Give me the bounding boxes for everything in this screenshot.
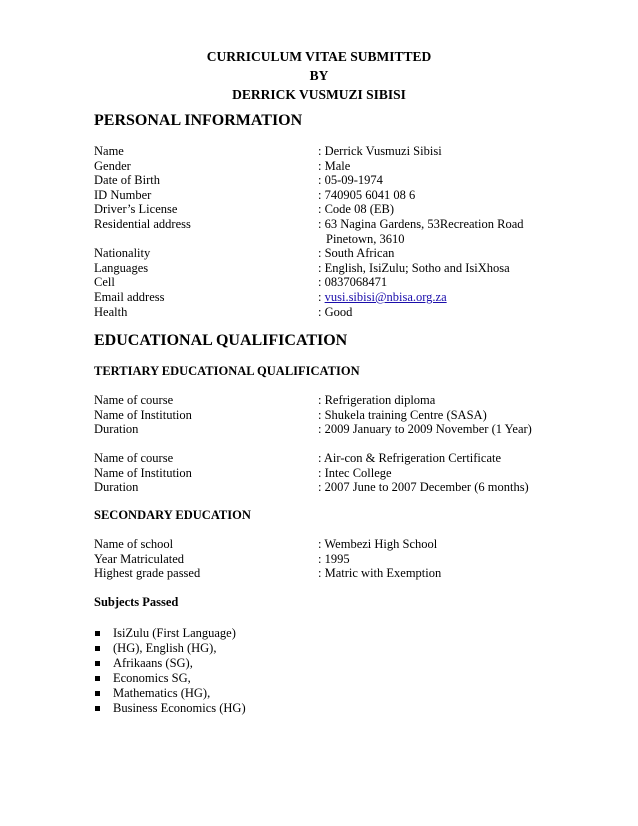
info-row-residential-address (94, 217, 554, 232)
info-row-name (94, 144, 554, 159)
info-label: Driver’s License (94, 202, 178, 217)
email-prefix: : (318, 289, 325, 304)
course-row (94, 466, 554, 481)
info-value: : Derrick Vusmuzi Sibisi (318, 144, 442, 158)
info-row-nationality (94, 246, 554, 261)
square-bullet-icon (95, 631, 100, 636)
info-value: : English, IsiZulu; Sotho and IsiXhosa (318, 260, 510, 275)
course-label: Duration (94, 422, 139, 437)
info-label: Name (94, 144, 124, 158)
info-row-cell (94, 275, 554, 290)
subjects-passed-heading: Subjects Passed (94, 595, 179, 609)
info-value: : South African (318, 246, 395, 261)
course-value: : Refrigeration diploma (318, 393, 436, 407)
info-row-drivers-license (94, 202, 554, 217)
secondary-label: Name of school (94, 537, 174, 551)
info-row-date-of-birth (94, 173, 554, 188)
info-value (318, 290, 447, 305)
square-bullet-icon (95, 661, 100, 666)
info-row-address-continuation (94, 232, 554, 247)
course-row (94, 393, 554, 408)
secondary-row (94, 537, 554, 552)
subjects-list (94, 626, 394, 716)
square-bullet-icon (95, 676, 100, 681)
course-label: Name of course (94, 393, 174, 407)
secondary-value: : Matric with Exemption (318, 566, 442, 581)
personal-information-heading: PERSONAL INFORMATION (94, 112, 303, 129)
list-item (94, 701, 394, 716)
info-row-languages (94, 261, 554, 276)
title-line-2: BY (309, 68, 329, 83)
course-row (94, 408, 554, 423)
info-value: Pinetown, 3610 (326, 231, 405, 246)
list-item (94, 641, 394, 656)
subject-text: (HG), English (HG), (113, 641, 217, 655)
info-label: Gender (94, 158, 131, 173)
list-item (94, 671, 394, 686)
secondary-label: Year Matriculated (94, 551, 185, 566)
educational-qualification-heading: EDUCATIONAL QUALIFICATION (94, 332, 348, 349)
tertiary-course-2 (94, 451, 554, 495)
info-row-gender (94, 159, 554, 174)
list-item (94, 686, 394, 701)
info-label: Date of Birth (94, 173, 160, 188)
square-bullet-icon (95, 646, 100, 651)
subject-text: IsiZulu (First Language) (113, 626, 236, 640)
info-label: ID Number (94, 187, 152, 202)
info-value: : Code 08 (EB) (318, 202, 395, 217)
course-label: Duration (94, 480, 139, 495)
course-value: : Shukela training Centre (SASA) (318, 407, 487, 422)
info-value: : 63 Nagina Gardens, 53Recreation Road (318, 216, 524, 231)
info-row-email (94, 290, 554, 305)
subject-text: Business Economics (HG) (113, 701, 246, 715)
list-item (94, 626, 394, 641)
list-item (94, 656, 394, 671)
course-value: : Air-con & Refrigeration Certificate (318, 451, 502, 465)
info-label: Languages (94, 260, 149, 275)
info-value: : 0837068471 (318, 275, 388, 290)
course-row (94, 422, 554, 437)
tertiary-heading: TERTIARY EDUCATIONAL QUALIFICATION (94, 364, 360, 378)
secondary-label: Highest grade passed (94, 566, 201, 581)
course-row (94, 480, 554, 495)
info-value: : Male (318, 158, 351, 173)
secondary-education-heading: SECONDARY EDUCATION (94, 508, 251, 522)
secondary-education-rows (94, 537, 554, 581)
cv-title (0, 47, 638, 104)
info-label: Health (94, 304, 128, 319)
info-row-health (94, 305, 554, 320)
course-value: : 2009 January to 2009 November (1 Year) (318, 422, 532, 437)
secondary-value: : 1995 (318, 551, 350, 566)
subject-text: Economics SG, (113, 671, 191, 685)
title-line-1: CURRICULUM VITAE SUBMITTED (206, 49, 432, 64)
course-row (94, 451, 554, 466)
personal-information-rows (94, 144, 554, 319)
subject-text: Afrikaans (SG), (113, 656, 193, 670)
info-value: : 05-09-1974 (318, 173, 383, 188)
title-line-3: DERRICK VUSMUZI SIBISI (232, 87, 406, 102)
course-value: : 2007 June to 2007 December (6 months) (318, 480, 529, 495)
info-label: Cell (94, 275, 115, 290)
info-row-id-number (94, 188, 554, 203)
square-bullet-icon (95, 691, 100, 696)
info-label: Residential address (94, 216, 191, 231)
email-link[interactable]: vusi.sibisi@nbisa.org.za (324, 289, 447, 304)
secondary-row (94, 552, 554, 567)
info-label: Email address (94, 289, 165, 304)
subject-text: Mathematics (HG), (113, 686, 211, 700)
info-value: : Good (318, 304, 353, 319)
info-label: Nationality (94, 246, 151, 261)
course-label: Name of Institution (94, 465, 192, 480)
course-value: : Intec College (318, 465, 392, 480)
tertiary-course-1 (94, 393, 554, 437)
info-value: : 740905 6041 08 6 (318, 187, 416, 202)
course-label: Name of course (94, 451, 174, 465)
square-bullet-icon (95, 706, 100, 711)
secondary-row (94, 566, 554, 581)
secondary-value: : Wembezi High School (318, 537, 438, 551)
course-label: Name of Institution (94, 407, 192, 422)
